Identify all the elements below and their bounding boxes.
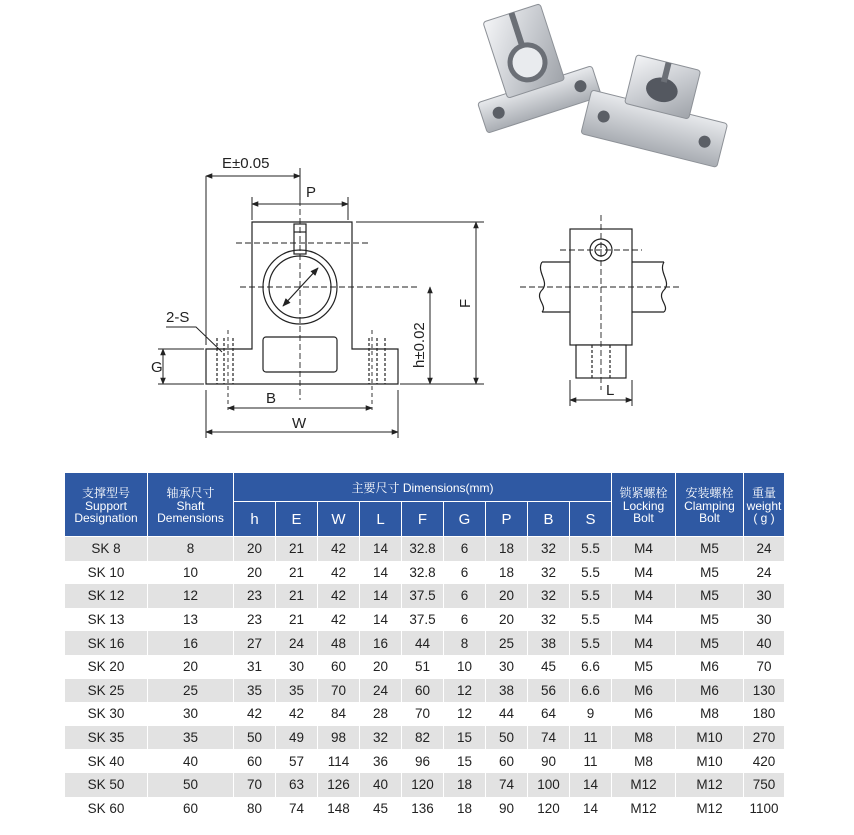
table-cell: 63 [276, 773, 318, 797]
table-cell: SK 60 [65, 797, 148, 821]
table-cell: 35 [234, 679, 276, 703]
table-cell: M5 [676, 584, 744, 608]
label-s: 2-S [166, 309, 190, 326]
table-cell: 70 [744, 655, 785, 679]
table-cell: 20 [486, 608, 528, 632]
table-cell: 126 [318, 773, 360, 797]
label-e: E±0.05 [222, 155, 270, 172]
table-cell: 270 [744, 726, 785, 750]
table-cell: 25 [486, 631, 528, 655]
front-view [206, 200, 420, 410]
table-cell: 5.5 [570, 561, 612, 585]
table-cell: 74 [528, 726, 570, 750]
table-cell: M5 [676, 561, 744, 585]
table-cell: 12 [148, 584, 234, 608]
table-cell: M5 [676, 631, 744, 655]
table-cell: 70 [234, 773, 276, 797]
label-p: P [306, 184, 317, 201]
table-cell: 60 [234, 749, 276, 773]
table-cell: 11 [570, 726, 612, 750]
table-cell: M4 [612, 631, 676, 655]
table-cell: 23 [234, 584, 276, 608]
table-cell: 136 [402, 797, 444, 821]
table-row [65, 749, 785, 773]
table-cell: 44 [402, 631, 444, 655]
table-cell: 32 [360, 726, 402, 750]
table-cell: M4 [612, 584, 676, 608]
table-cell: 60 [486, 749, 528, 773]
table-cell: 21 [276, 608, 318, 632]
table-cell: 5.5 [570, 537, 612, 561]
table-cell: 10 [444, 655, 486, 679]
table-cell: SK 35 [65, 726, 148, 750]
table-cell: 14 [570, 797, 612, 821]
table-row [65, 537, 785, 561]
header-dim-col: W [318, 502, 360, 537]
table-cell: 37.5 [402, 608, 444, 632]
table-cell: 35 [276, 679, 318, 703]
table-cell: 42 [276, 702, 318, 726]
table-cell: M12 [676, 773, 744, 797]
table-cell: 50 [486, 726, 528, 750]
table-cell: 120 [528, 797, 570, 821]
product-photo [454, 0, 738, 167]
table-cell: 64 [528, 702, 570, 726]
spec-table [64, 472, 785, 820]
table-cell: M5 [612, 655, 676, 679]
table-cell: M4 [612, 561, 676, 585]
table-cell: 148 [318, 797, 360, 821]
table-cell: 5.5 [570, 631, 612, 655]
table-cell: 16 [360, 631, 402, 655]
table-cell: M6 [612, 679, 676, 703]
table-cell: 51 [402, 655, 444, 679]
header-dim-col: h [234, 502, 276, 537]
table-cell: 24 [360, 679, 402, 703]
table-body [65, 537, 785, 821]
table-cell: 24 [744, 561, 785, 585]
table-cell: 28 [360, 702, 402, 726]
table-cell: 42 [234, 702, 276, 726]
header-dim-col: P [486, 502, 528, 537]
label-w: W [292, 415, 307, 432]
table-cell: 21 [276, 584, 318, 608]
table-cell: 48 [318, 631, 360, 655]
table-row [65, 631, 785, 655]
table-cell: 8 [148, 537, 234, 561]
table-row [65, 679, 785, 703]
table-cell: 18 [444, 797, 486, 821]
table-cell: 20 [234, 561, 276, 585]
table-cell: SK 13 [65, 608, 148, 632]
table-cell: 30 [744, 584, 785, 608]
label-h: h±0.02 [411, 322, 428, 368]
table-cell: 36 [360, 749, 402, 773]
side-view [520, 215, 680, 406]
table-cell: 30 [744, 608, 785, 632]
table-cell: 96 [402, 749, 444, 773]
table-cell: 8 [444, 631, 486, 655]
table-cell: 38 [486, 679, 528, 703]
table-cell: 74 [486, 773, 528, 797]
table-cell: M5 [676, 537, 744, 561]
table-cell: 20 [148, 655, 234, 679]
header-shaft: 轴承尺寸 Shaft Demensions [148, 473, 234, 537]
table-cell: 21 [276, 537, 318, 561]
table-cell: 6 [444, 537, 486, 561]
table-cell: 20 [234, 537, 276, 561]
header-dim-col: S [570, 502, 612, 537]
table-cell: 82 [402, 726, 444, 750]
header-designation: 支撑型号 Support Designation [65, 473, 148, 537]
table-cell: 90 [528, 749, 570, 773]
table-cell: 18 [486, 561, 528, 585]
table-cell: 15 [444, 749, 486, 773]
table-cell: 12 [444, 679, 486, 703]
table-cell: 21 [276, 561, 318, 585]
header-locking-bolt: 锁紧螺栓 Locking Bolt [612, 473, 676, 537]
table-row [65, 797, 785, 821]
table-cell: 50 [234, 726, 276, 750]
table-cell: 750 [744, 773, 785, 797]
table-cell: 60 [402, 679, 444, 703]
table-cell: 38 [528, 631, 570, 655]
table-cell: M12 [612, 773, 676, 797]
table-cell: 27 [234, 631, 276, 655]
table-cell: SK 25 [65, 679, 148, 703]
header-dim-col: G [444, 502, 486, 537]
table-cell: M8 [676, 702, 744, 726]
table-cell: 30 [486, 655, 528, 679]
table-cell: 180 [744, 702, 785, 726]
table-cell: 14 [360, 537, 402, 561]
table-row [65, 608, 785, 632]
table-cell: 24 [744, 537, 785, 561]
table-row [65, 584, 785, 608]
table-cell: 35 [148, 726, 234, 750]
table-cell: 25 [148, 679, 234, 703]
table-cell: M8 [612, 749, 676, 773]
table-cell: 14 [360, 561, 402, 585]
table-cell: 12 [444, 702, 486, 726]
table-cell: SK 40 [65, 749, 148, 773]
table-cell: M6 [676, 679, 744, 703]
table-cell: 24 [276, 631, 318, 655]
table-cell: 80 [234, 797, 276, 821]
table-cell: 70 [318, 679, 360, 703]
table-cell: 37.5 [402, 584, 444, 608]
table-cell: 130 [744, 679, 785, 703]
table-cell: SK 8 [65, 537, 148, 561]
header-dim-col: F [402, 502, 444, 537]
table-cell: M5 [676, 608, 744, 632]
table-cell: 420 [744, 749, 785, 773]
label-b: B [266, 390, 277, 407]
table-cell: 32 [528, 561, 570, 585]
header-dimensions: 主要尺寸 Dimensions(mm) [234, 473, 612, 502]
table-cell: 60 [318, 655, 360, 679]
table-cell: M6 [612, 702, 676, 726]
table-cell: 30 [148, 702, 234, 726]
table-cell: 120 [402, 773, 444, 797]
table-row [65, 702, 785, 726]
table-cell: SK 50 [65, 773, 148, 797]
table-cell: 10 [148, 561, 234, 585]
table-cell: M10 [676, 726, 744, 750]
table-cell: 40 [360, 773, 402, 797]
table-cell: 5.5 [570, 584, 612, 608]
table-cell: 30 [276, 655, 318, 679]
table-cell: 1100 [744, 797, 785, 821]
header-dim-col: E [276, 502, 318, 537]
table-cell: SK 30 [65, 702, 148, 726]
table-cell: 32.8 [402, 561, 444, 585]
table-cell: 14 [360, 584, 402, 608]
table-cell: 32 [528, 584, 570, 608]
table-cell: 100 [528, 773, 570, 797]
table-header-row-1 [65, 473, 785, 502]
table-cell: 5.5 [570, 608, 612, 632]
table-cell: 13 [148, 608, 234, 632]
table-cell: M4 [612, 537, 676, 561]
table-cell: M10 [676, 749, 744, 773]
table-cell: 9 [570, 702, 612, 726]
table-cell: 90 [486, 797, 528, 821]
table-cell: 42 [318, 608, 360, 632]
table-cell: 114 [318, 749, 360, 773]
table-cell: 44 [486, 702, 528, 726]
table-cell: 50 [148, 773, 234, 797]
table-cell: 60 [148, 797, 234, 821]
table-cell: 32 [528, 537, 570, 561]
table-cell: M12 [676, 797, 744, 821]
table-cell: M8 [612, 726, 676, 750]
table-cell: 16 [148, 631, 234, 655]
table-cell: 18 [444, 773, 486, 797]
label-f: F [457, 298, 474, 308]
table-cell: 18 [486, 537, 528, 561]
table-cell: 6 [444, 561, 486, 585]
table-cell: 32 [528, 608, 570, 632]
table-cell: 14 [570, 773, 612, 797]
table-cell: 42 [318, 561, 360, 585]
table-row [65, 726, 785, 750]
table-cell: 40 [148, 749, 234, 773]
header-weight: 重量 weight ( g ) [744, 473, 785, 537]
table-cell: 32.8 [402, 537, 444, 561]
table-cell: 42 [318, 537, 360, 561]
label-l: L [606, 382, 615, 399]
table-cell: 11 [570, 749, 612, 773]
table-cell: 23 [234, 608, 276, 632]
table-cell: 6.6 [570, 679, 612, 703]
label-g: G [151, 359, 163, 376]
table-cell: SK 20 [65, 655, 148, 679]
table-cell: M6 [676, 655, 744, 679]
table-cell: 6 [444, 608, 486, 632]
header-dim-col: B [528, 502, 570, 537]
table-cell: 98 [318, 726, 360, 750]
table-cell: 49 [276, 726, 318, 750]
table-cell: 84 [318, 702, 360, 726]
table-cell: 6.6 [570, 655, 612, 679]
table-cell: 45 [360, 797, 402, 821]
table-cell: 57 [276, 749, 318, 773]
table-cell: SK 12 [65, 584, 148, 608]
table-cell: 31 [234, 655, 276, 679]
table-cell: 20 [486, 584, 528, 608]
table-cell: M4 [612, 608, 676, 632]
table-cell: M12 [612, 797, 676, 821]
table-row [65, 655, 785, 679]
table-cell: 6 [444, 584, 486, 608]
table-cell: 15 [444, 726, 486, 750]
table-row [65, 773, 785, 797]
table-cell: SK 10 [65, 561, 148, 585]
table-cell: 56 [528, 679, 570, 703]
table-cell: 42 [318, 584, 360, 608]
table-cell: 74 [276, 797, 318, 821]
table-cell: 14 [360, 608, 402, 632]
table-cell: 45 [528, 655, 570, 679]
table-cell: 70 [402, 702, 444, 726]
table-row [65, 561, 785, 585]
table-cell: 20 [360, 655, 402, 679]
table-cell: 40 [744, 631, 785, 655]
header-clamping-bolt: 安装螺栓 Clamping Bolt [676, 473, 744, 537]
table-cell: SK 16 [65, 631, 148, 655]
header-dim-col: L [360, 502, 402, 537]
